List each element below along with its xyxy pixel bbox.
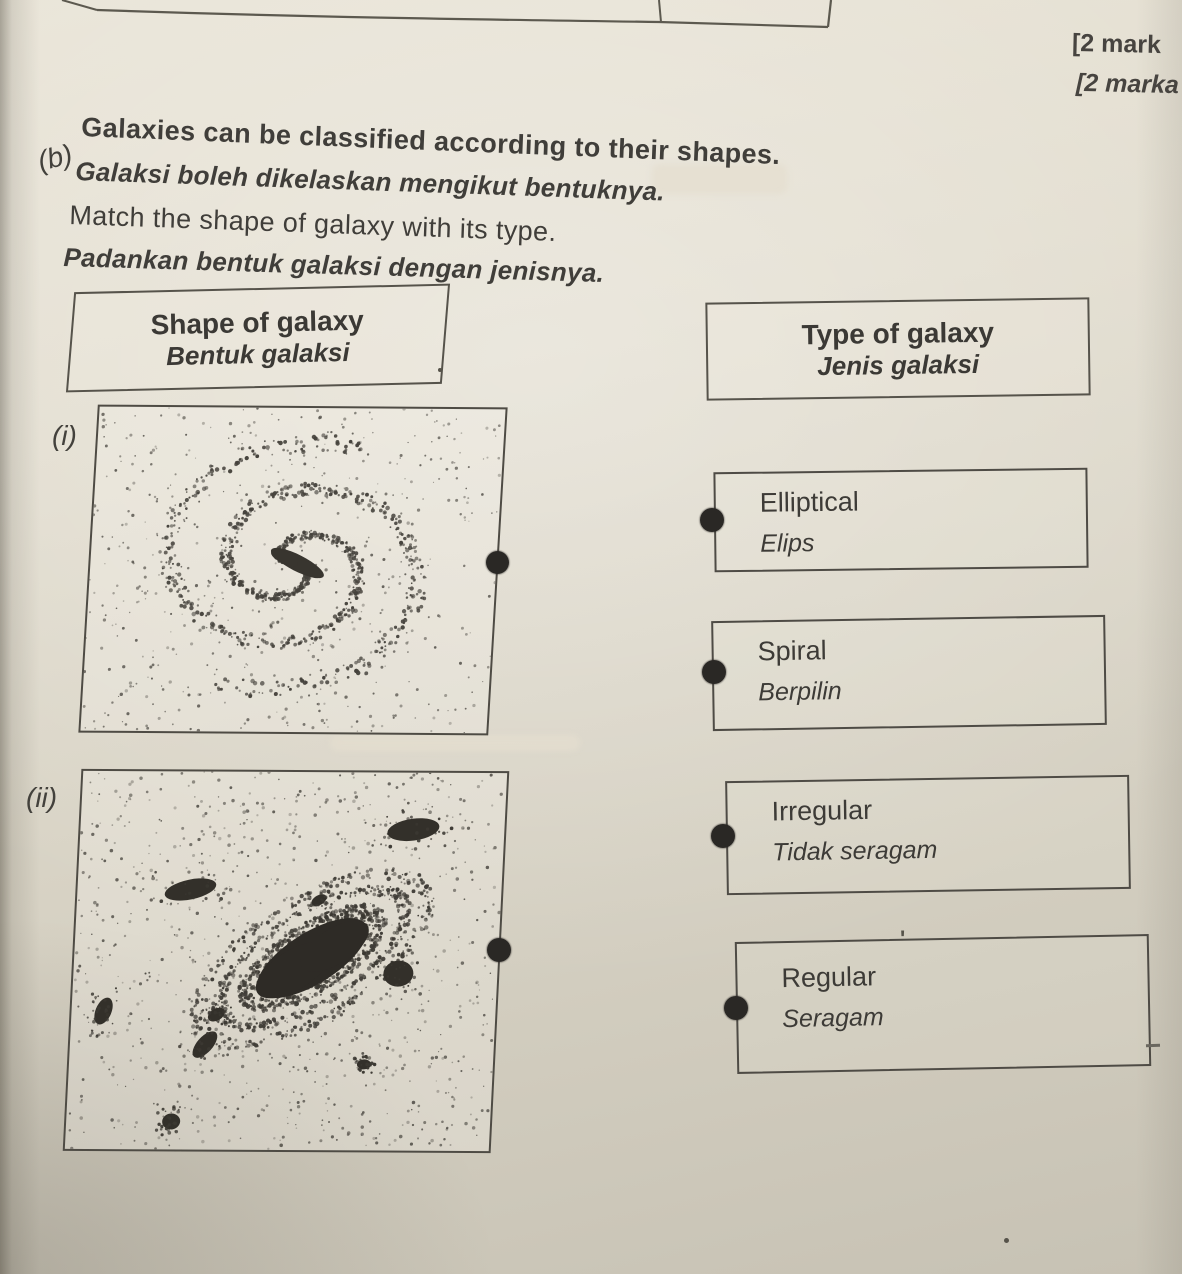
option-regular-en: Regular [781,961,877,994]
scan-smudge [330,735,580,751]
type-header-en: Type of galaxy [801,316,995,350]
option-spiral-en: Spiral [757,635,827,667]
type-header-ms: Jenis galaksi [817,348,980,381]
match-dot-spiral[interactable] [702,660,726,684]
marks-label-ms: [2 marka [1075,68,1180,100]
question-part-label: (b) [34,138,76,177]
shape-header-ms: Bentuk galaksi [166,336,351,371]
match-dot-figure-i[interactable] [486,551,509,574]
option-box-irregular[interactable] [725,775,1131,895]
option-elliptical-en: Elliptical [759,486,860,518]
match-dot-elliptical[interactable] [700,508,724,532]
question-statement-ms: Galaksi boleh dikelaskan mengikut bentuknya. [74,156,666,207]
option-spiral-ms: Berpilin [758,677,842,707]
match-dot-regular[interactable] [724,996,748,1020]
question-statement-en: Galaxies can be classified according to their shapes. [80,112,781,171]
option-irregular-en: Irregular [771,794,873,827]
marks-label-en: [2 mark [1071,28,1162,60]
option-box-regular[interactable] [735,934,1151,1074]
speck-dash [1146,1044,1160,1047]
irregular-galaxy-image [65,771,507,1151]
shape-of-galaxy-header-box [66,284,450,393]
shape-header-en: Shape of galaxy [150,304,365,340]
speck-dot [1004,1238,1009,1243]
option-irregular-ms: Tidak seragam [772,835,938,867]
irregular-galaxy-figure [63,769,510,1153]
question-instruction-ms: Padankan bentuk galaksi dengan jenisnya. [63,242,605,289]
option-regular-ms: Seragam [781,1003,884,1034]
option-box-elliptical[interactable] [713,468,1088,573]
previous-table-remnant-lines [0,0,1182,40]
option-box-spiral[interactable] [711,615,1107,731]
question-instruction-en: Match the shape of galaxy with its type. [68,200,557,247]
speck-apostrophe: ' [900,926,906,951]
type-of-galaxy-header-box [705,297,1090,400]
figure-ii-label: (ii) [26,782,58,813]
spiral-galaxy-figure [78,405,507,736]
spiral-galaxy-image [80,407,505,734]
match-dot-figure-ii[interactable] [487,938,511,962]
figure-i-label: (i) [52,420,77,451]
match-dot-irregular[interactable] [711,824,735,848]
option-elliptical-ms: Elips [760,529,815,558]
speck-dot [438,368,442,372]
